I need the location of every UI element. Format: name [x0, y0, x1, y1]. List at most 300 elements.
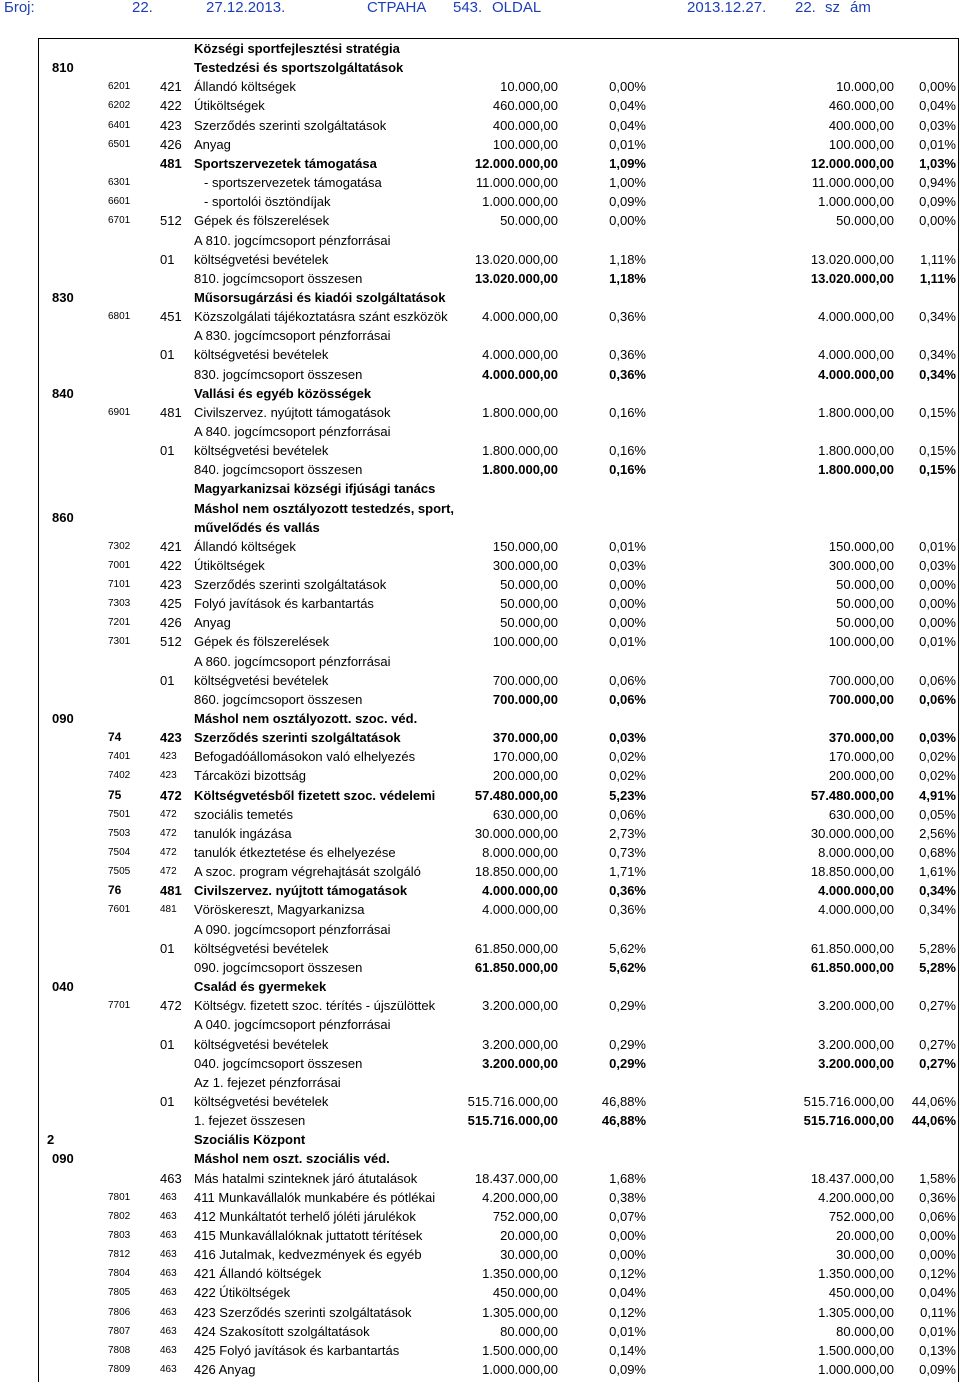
item-name: szociális temetés [194, 806, 293, 822]
table-row [0, 1303, 960, 1322]
percent-total: 0,00% [919, 79, 956, 95]
percent-total: 0,34% [919, 883, 956, 899]
percent-total: 0,00% [919, 213, 956, 229]
amount-total: 18.850.000,00 [810, 864, 894, 880]
percent-total: 0,27% [919, 1055, 956, 1071]
category-code: 860 [52, 509, 74, 525]
percent-planned: 0,16% [609, 404, 646, 420]
amount-total: 100.000,00 [828, 634, 894, 650]
item-name: Civilszervez. nyújtott támogatások [194, 404, 391, 420]
category-code: 2 [47, 1132, 55, 1148]
economic-code: 422 [160, 557, 182, 573]
amount-planned: 4.000.000,00 [482, 902, 558, 918]
percent-total: 0,06% [919, 1208, 956, 1224]
amount-planned: 12.000.000,00 [474, 155, 558, 171]
item-name: Gépek és fölszerelések [194, 213, 330, 229]
percent-planned: 0,09% [609, 1362, 646, 1378]
table-row [0, 747, 960, 766]
amount-total: 515.716.000,00 [803, 1113, 894, 1129]
percent-planned: 0,12% [609, 1304, 646, 1320]
amount-planned: 4.000.000,00 [482, 366, 558, 382]
item-name: 860. jogcímcsoport összesen [194, 691, 363, 707]
percent-total: 0,01% [919, 1323, 956, 1339]
table-row [0, 1054, 960, 1073]
item-name: A szoc. program végrehajtását szolgáló [194, 864, 421, 880]
item-name: A 830. jogcímcsoport pénzforrásai [194, 328, 391, 344]
percent-planned: 0,06% [609, 806, 646, 822]
amount-total: 4.000.000,00 [818, 366, 894, 382]
table-row [0, 1035, 960, 1054]
table-row [0, 537, 960, 556]
item-name: Testedzési és sportszolgáltatások [194, 60, 404, 76]
percent-total: 0,04% [919, 1285, 956, 1301]
amount-planned: 11.000.000,00 [475, 175, 558, 191]
item-name: Költségvetésből fizetett szoc. védelemi [194, 787, 436, 803]
item-name: A 040. jogcímcsoport pénzforrásai [194, 1017, 391, 1033]
amount-planned: 13.020.000,00 [474, 270, 558, 286]
percent-planned: 0,04% [609, 117, 646, 133]
item-name: tanulók ingázása [194, 825, 292, 841]
item-name: Gépek és fölszerelések [194, 634, 330, 650]
amount-planned: 200.000,00 [492, 768, 558, 784]
table-row [0, 345, 960, 364]
percent-total: 0,02% [919, 768, 956, 784]
percent-total: 0,02% [919, 749, 956, 765]
economic-code: 472 [160, 827, 177, 839]
percent-total: 0,00% [919, 1228, 956, 1243]
item-name: - sportszervezetek támogatása [204, 175, 382, 191]
economic-code: 472 [160, 808, 177, 820]
amount-total: 3.200.000,00 [818, 1036, 894, 1052]
percent-total: 0,13% [919, 1342, 956, 1358]
amount-planned: 4.200.000,00 [482, 1189, 558, 1205]
amount-planned: 18.850.000,00 [474, 864, 558, 880]
account-code: 76 [108, 883, 122, 898]
item-name: 415 Munkavállalóknak juttatott térítések [194, 1228, 423, 1243]
item-name: 1. fejezet összesen [194, 1113, 306, 1129]
table-row [0, 96, 960, 115]
amount-total: 4.000.000,00 [818, 883, 894, 899]
account-code: 6801 [108, 311, 131, 323]
amount-planned: 50.000,00 [500, 576, 558, 592]
amount-total: 4.000.000,00 [818, 347, 894, 363]
amount-total: 515.716.000,00 [803, 1093, 894, 1109]
percent-planned: 0,36% [609, 883, 646, 899]
category-code: 830 [52, 289, 74, 305]
amount-planned: 13.020.000,00 [474, 251, 558, 267]
economic-code: 463 [160, 1170, 182, 1186]
amount-planned: 300.000,00 [492, 557, 558, 573]
percent-planned: 1,68% [609, 1170, 646, 1186]
amount-total: 400.000,00 [828, 117, 894, 133]
item-name: 412 Munkáltatót terhelő jóléti járulékok [194, 1208, 416, 1224]
amount-planned: 1.000.000,00 [482, 1362, 558, 1378]
amount-total: 100.000,00 [828, 136, 894, 152]
account-code: 7302 [108, 540, 131, 552]
item-name: 040. jogcímcsoport összesen [194, 1055, 363, 1071]
percent-planned: 5,62% [609, 959, 646, 975]
percent-planned: 0,16% [609, 443, 646, 459]
percent-planned: 0,29% [609, 1036, 646, 1052]
item-name: Sportszervezetek támogatása [194, 155, 377, 171]
header-oldal: OLDAL [492, 0, 542, 16]
percent-planned: 1,00% [609, 175, 646, 191]
table-row [0, 977, 960, 996]
economic-code: 423 [160, 730, 182, 746]
amount-total: 700.000,00 [828, 672, 894, 688]
header-page-number: 543. [453, 0, 483, 16]
percent-planned: 0,04% [609, 1285, 646, 1301]
percent-planned: 0,38% [609, 1189, 646, 1205]
percent-planned: 1,09% [609, 155, 646, 171]
item-name: Család és gyermekek [194, 979, 327, 995]
item-name: költségvetési bevételek [194, 672, 329, 688]
percent-total: 4,91% [919, 787, 956, 803]
table-row [0, 1245, 960, 1264]
percent-total: 1,61% [919, 864, 956, 880]
table-row [0, 173, 960, 192]
table-row [0, 460, 960, 479]
amount-total: 1.500.000,00 [818, 1342, 894, 1358]
percent-planned: 1,71% [609, 864, 646, 880]
percent-planned: 0,16% [609, 462, 646, 478]
percent-planned: 5,23% [609, 787, 646, 803]
amount-planned: 150.000,00 [492, 538, 558, 554]
percent-total: 0,01% [919, 634, 956, 650]
economic-code: 472 [160, 998, 182, 1014]
economic-code: 463 [160, 1287, 177, 1299]
percent-total: 1,58% [919, 1170, 956, 1186]
percent-total: 0,34% [919, 902, 956, 918]
amount-planned: 400.000,00 [492, 117, 558, 133]
percent-total: 0,27% [919, 998, 956, 1014]
amount-planned: 100.000,00 [492, 634, 558, 650]
economic-code: 426 [160, 136, 182, 152]
percent-planned: 0,36% [609, 366, 646, 382]
percent-total: 0,09% [919, 194, 956, 210]
percent-planned: 0,07% [609, 1208, 646, 1224]
percent-total: 5,28% [919, 959, 956, 975]
item-name: A 810. jogcímcsoport pénzforrásai [194, 232, 391, 248]
table-row [0, 1073, 960, 1092]
economic-code: 481 [160, 155, 182, 171]
economic-code: 463 [160, 1249, 177, 1261]
account-code: 74 [108, 730, 122, 745]
economic-code: 481 [160, 404, 182, 420]
percent-planned: 0,00% [609, 615, 646, 631]
percent-planned: 0,01% [609, 1323, 646, 1339]
economic-code: 463 [160, 1268, 177, 1280]
amount-planned: 61.850.000,00 [474, 959, 558, 975]
economic-code: 01 [160, 1036, 175, 1052]
table-row [0, 920, 960, 939]
table-row [0, 728, 960, 747]
amount-total: 18.437.000,00 [810, 1170, 894, 1186]
amount-total: 450.000,00 [828, 1285, 894, 1301]
amount-planned: 30.000,00 [500, 1247, 558, 1263]
percent-planned: 0,06% [609, 672, 646, 688]
amount-total: 170.000,00 [828, 749, 894, 765]
economic-code: 512 [160, 634, 182, 650]
percent-total: 1,11% [919, 270, 956, 286]
table-row [0, 671, 960, 690]
account-code: 7401 [108, 751, 131, 763]
amount-total: 1.800.000,00 [818, 443, 894, 459]
economic-code: 01 [160, 1093, 175, 1109]
amount-total: 4.000.000,00 [818, 902, 894, 918]
table-row [0, 499, 960, 537]
percent-total: 0,00% [919, 596, 956, 612]
table-row [0, 1188, 960, 1207]
amount-planned: 1.800.000,00 [482, 404, 558, 420]
header-label: Бroj: [4, 0, 35, 16]
header-issue-2: 22. [795, 0, 816, 16]
amount-total: 10.000,00 [836, 79, 894, 95]
percent-planned: 0,14% [609, 1342, 646, 1358]
amount-planned: 700.000,00 [492, 691, 558, 707]
amount-total: 11.000.000,00 [811, 175, 894, 191]
percent-planned: 0,00% [609, 1247, 646, 1263]
account-code: 7201 [108, 617, 131, 629]
amount-total: 1.000.000,00 [818, 194, 894, 210]
economic-code: 423 [160, 576, 182, 592]
percent-planned: 0,00% [609, 213, 646, 229]
amount-planned: 1.800.000,00 [482, 443, 558, 459]
item-name: A 090. jogcímcsoport pénzforrásai [194, 921, 391, 937]
item-name: A 840. jogcímcsoport pénzforrásai [194, 424, 391, 439]
economic-code: 463 [160, 1210, 177, 1222]
table-row [0, 58, 960, 77]
percent-total: 0,00% [919, 615, 956, 631]
table-row [0, 1169, 960, 1188]
account-code: 6501 [108, 138, 131, 150]
amount-planned: 3.200.000,00 [482, 1055, 558, 1071]
table-row [0, 1207, 960, 1226]
item-name: 840. jogcímcsoport összesen [194, 462, 363, 478]
account-code: 75 [108, 787, 122, 802]
percent-planned: 0,03% [609, 730, 646, 746]
item-name: Anyag [194, 615, 231, 631]
table-row [0, 900, 960, 919]
item-name: Az 1. fejezet pénzforrásai [194, 1074, 341, 1090]
percent-total: 0,03% [919, 557, 956, 573]
page-header [0, 0, 960, 20]
amount-planned: 4.000.000,00 [482, 347, 558, 363]
account-code: 6201 [108, 81, 131, 93]
economic-code: 481 [160, 883, 182, 899]
amount-total: 3.200.000,00 [818, 1055, 894, 1071]
table-row [0, 77, 960, 96]
table-row [0, 709, 960, 728]
percent-planned: 0,00% [609, 79, 646, 95]
amount-total: 57.480.000,00 [810, 787, 894, 803]
table-row [0, 211, 960, 230]
item-name: Vöröskereszt, Magyarkanizsa [194, 902, 365, 918]
item-name: költségvetési bevételek [194, 347, 329, 363]
amount-total: 370.000,00 [828, 730, 894, 746]
percent-planned: 0,01% [609, 136, 646, 152]
percent-planned: 0,02% [609, 768, 646, 784]
amount-planned: 4.000.000,00 [482, 883, 558, 899]
economic-code: 472 [160, 866, 177, 878]
economic-code: 423 [160, 117, 182, 133]
account-code: 7503 [108, 827, 131, 839]
percent-planned: 46,88% [601, 1093, 646, 1109]
percent-total: 0,36% [919, 1189, 956, 1205]
item-name: Útiköltségek [194, 557, 265, 573]
table-row [0, 1264, 960, 1283]
table-row [0, 652, 960, 671]
percent-total: 0,06% [919, 691, 956, 707]
percent-planned: 0,01% [609, 634, 646, 650]
percent-planned: 1,18% [609, 251, 646, 267]
table-row [0, 996, 960, 1015]
table-row [0, 1283, 960, 1302]
item-name: 424 Szakosított szolgáltatások [194, 1323, 370, 1339]
account-code: 7802 [108, 1210, 131, 1222]
table-row [0, 1111, 960, 1130]
amount-planned: 20.000,00 [500, 1228, 558, 1243]
percent-total: 0,03% [919, 730, 956, 746]
percent-planned: 0,12% [609, 1266, 646, 1282]
percent-planned: 0,00% [609, 1228, 646, 1243]
header-issue: 22. [132, 0, 153, 16]
item-name: Civilszervez. nyújtott támogatások [194, 883, 408, 899]
item-name: Máshol nem osztályozott. szoc. véd. [194, 710, 418, 726]
economic-code: 422 [160, 98, 182, 114]
amount-total: 1.800.000,00 [818, 404, 894, 420]
account-code: 7807 [108, 1325, 131, 1337]
table-row [0, 231, 960, 250]
account-code: 7504 [108, 847, 131, 858]
amount-total: 752.000,00 [828, 1208, 894, 1224]
table-row [0, 1341, 960, 1360]
item-name: Közszolgálati tájékoztatásra szánt eszközök [194, 309, 448, 325]
percent-total: 0,06% [919, 672, 956, 688]
table-row [0, 690, 960, 709]
percent-total: 0,09% [919, 1362, 956, 1378]
amount-planned: 170.000,00 [492, 749, 558, 765]
amount-planned: 10.000,00 [500, 79, 558, 95]
amount-total: 460.000,00 [828, 98, 894, 114]
amount-total: 200.000,00 [828, 768, 894, 784]
amount-planned: 515.716.000,00 [467, 1113, 558, 1129]
item-name: 830. jogcímcsoport összesen [194, 366, 363, 382]
percent-total: 0,11% [920, 1304, 956, 1320]
percent-total: 0,01% [919, 136, 956, 152]
percent-total: 0,05% [919, 806, 956, 822]
account-code: 7808 [108, 1344, 131, 1356]
table-row [0, 422, 960, 441]
account-code: 7803 [108, 1230, 131, 1241]
item-name: Állandó költségek [194, 538, 296, 554]
percent-total: 1,11% [920, 251, 956, 267]
table-row [0, 403, 960, 422]
percent-total: 0,34% [919, 309, 956, 325]
table-row [0, 786, 960, 805]
percent-planned: 0,36% [609, 347, 646, 363]
amount-total: 8.000.000,00 [818, 845, 894, 860]
account-code: 6301 [108, 177, 131, 189]
table-row [0, 365, 960, 384]
table-row [0, 116, 960, 135]
table-row [0, 135, 960, 154]
amount-planned: 3.200.000,00 [482, 998, 558, 1014]
account-code: 7402 [108, 770, 131, 782]
economic-code: 463 [160, 1306, 177, 1318]
economic-code: 01 [160, 443, 175, 459]
account-code: 7805 [108, 1287, 131, 1299]
account-code: 7501 [108, 808, 131, 820]
table-row [0, 39, 960, 58]
amount-total: 13.020.000,00 [810, 270, 894, 286]
table-row [0, 1015, 960, 1034]
account-code: 7301 [108, 636, 131, 648]
item-name: - sportolói ösztöndíjak [204, 194, 331, 210]
amount-total: 1.350.000,00 [818, 1266, 894, 1282]
table-row [0, 1226, 960, 1245]
category-code: 090 [52, 1151, 74, 1167]
table-row [0, 939, 960, 958]
header-date: 27.12.2013. [206, 0, 286, 16]
percent-total: 0,04% [919, 98, 956, 114]
table-row [0, 307, 960, 326]
table-row [0, 192, 960, 211]
item-name: Más hatalmi szinteknek járó átutalások [194, 1170, 418, 1186]
account-code: 7801 [108, 1191, 131, 1203]
item-name: Máshol nem oszt. szociális véd. [194, 1151, 390, 1167]
percent-planned: 2,73% [609, 825, 646, 841]
item-name: 425 Folyó javítások és karbantartás [194, 1342, 400, 1358]
account-code: 7806 [108, 1306, 131, 1318]
item-name: Magyarkanizsai községi ifjúsági tanács [194, 481, 436, 497]
percent-total: 1,03% [919, 155, 956, 171]
amount-planned: 752.000,00 [492, 1208, 558, 1224]
economic-code: 01 [160, 251, 175, 267]
percent-planned: 0,29% [609, 1055, 646, 1071]
amount-planned: 1.350.000,00 [482, 1266, 558, 1282]
table-row [0, 862, 960, 881]
percent-total: 0,15% [919, 443, 956, 459]
account-code: 7601 [108, 904, 131, 916]
amount-total: 630.000,00 [828, 806, 894, 822]
category-code: 840 [52, 385, 74, 401]
economic-code: 423 [160, 751, 177, 763]
economic-code: 472 [160, 787, 182, 803]
item-name: A 860. jogcímcsoport pénzforrásai [194, 653, 391, 669]
economic-code: 01 [160, 672, 175, 688]
table-row [0, 1130, 960, 1149]
amount-total: 61.850.000,00 [810, 940, 894, 956]
economic-code: 423 [160, 770, 177, 782]
economic-code: 01 [160, 347, 175, 363]
amount-total: 50.000,00 [836, 596, 894, 612]
table-row [0, 805, 960, 824]
amount-planned: 1.305.000,00 [482, 1304, 558, 1320]
amount-planned: 515.716.000,00 [467, 1093, 558, 1109]
amount-total: 50.000,00 [836, 576, 894, 592]
amount-total: 13.020.000,00 [810, 251, 894, 267]
amount-planned: 630.000,00 [492, 806, 558, 822]
amount-total: 61.850.000,00 [810, 959, 894, 975]
percent-total: 0,00% [919, 576, 956, 592]
percent-total: 0,27% [919, 1036, 956, 1052]
amount-total: 4.000.000,00 [818, 309, 894, 325]
percent-total: 0,34% [919, 366, 956, 382]
item-name: költségvetési bevételek [194, 1036, 329, 1052]
table-row [0, 958, 960, 977]
table-row [0, 843, 960, 862]
